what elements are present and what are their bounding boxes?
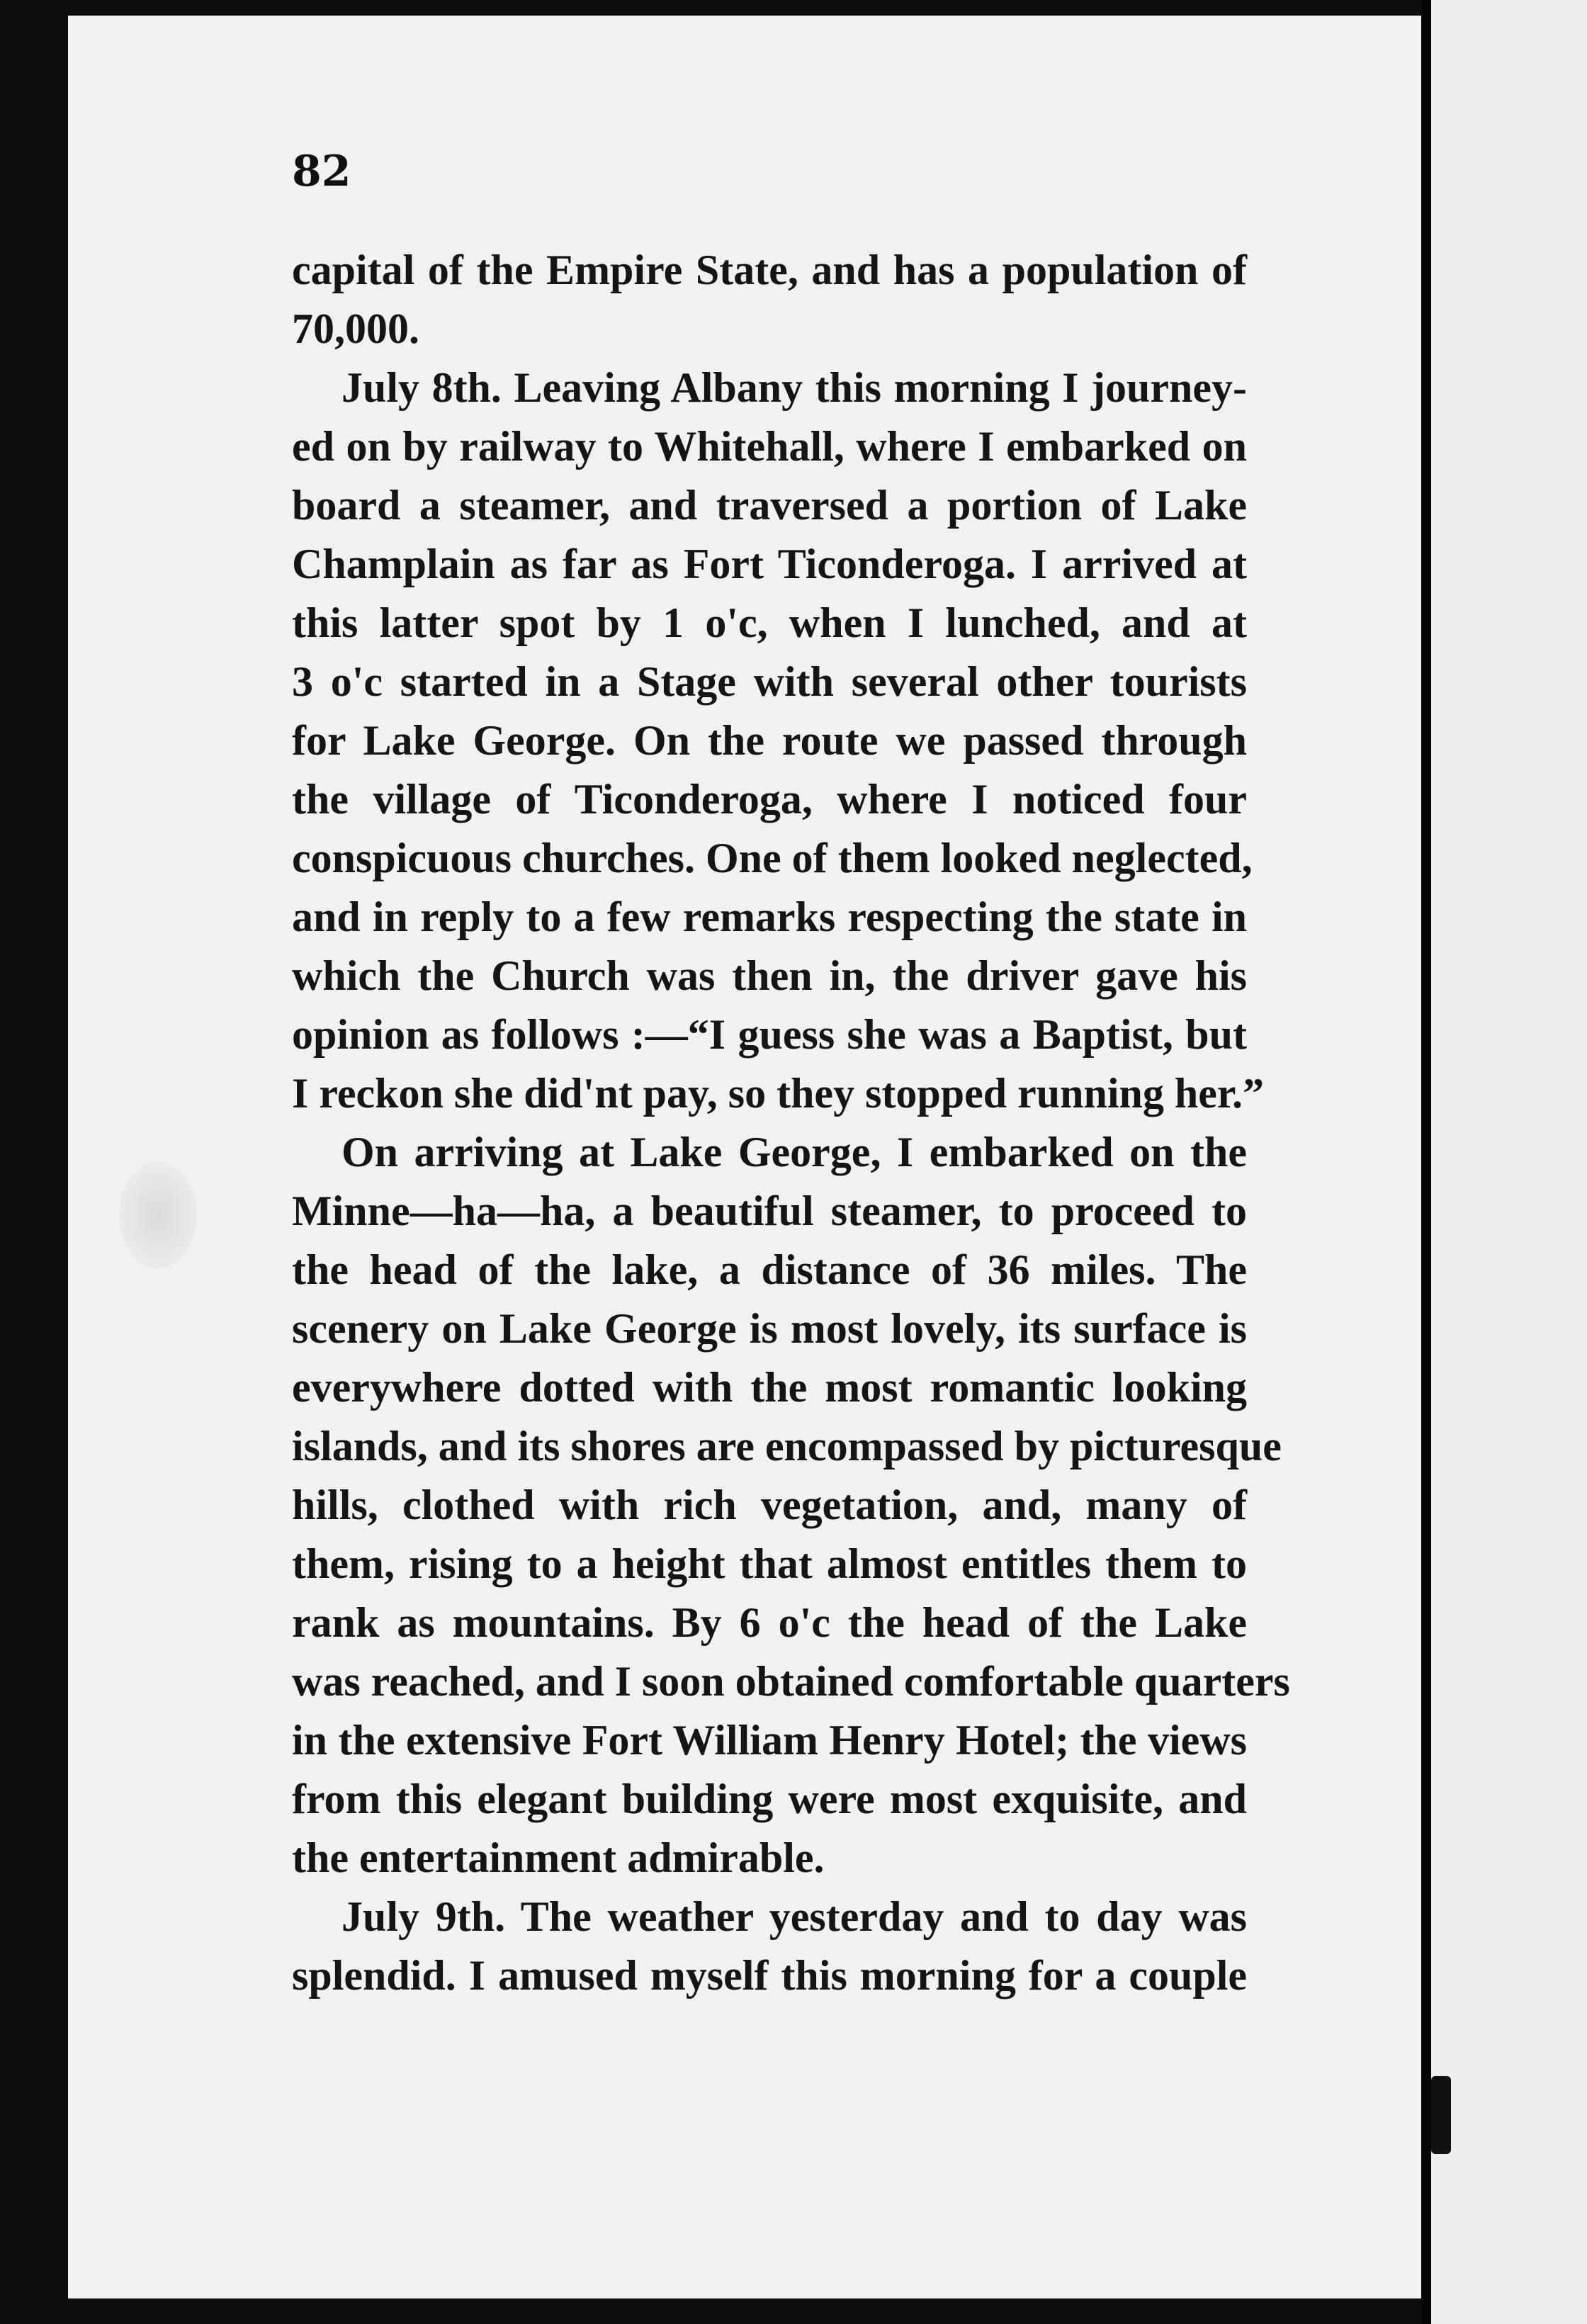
text-line: capital of the Empire State, and has a population of (292, 247, 1247, 293)
text-line: this latter spot by 1 o'c, when I lunched, and at (292, 599, 1247, 646)
text-line: and in reply to a few remarks respecting the state in (292, 893, 1247, 940)
text-line: islands, and its shores are encompassed by picturesque (292, 1423, 1282, 1470)
text-line: splendid. I amused myself this morning for a couple (292, 1952, 1247, 1999)
adjacent-page-strip (1431, 0, 1587, 2324)
text-line: Minne—ha—ha, a beautiful steamer, to proceed to (292, 1188, 1247, 1234)
text-line: the head of the lake, a distance of 36 miles. The (292, 1246, 1247, 1293)
scan-smudge (119, 1162, 197, 1268)
text-line: ed on by railway to Whitehall, where I embarked on (292, 423, 1247, 470)
text-line: July 9th. The weather yesterday and to day was (341, 1893, 1247, 1940)
page-number: 82 (292, 147, 351, 196)
text-line: for Lake George. On the route we passed through (292, 717, 1247, 764)
text-line: 3 o'c started in a Stage with several other tourists (292, 658, 1247, 705)
page-gutter-edge (1421, 0, 1431, 2324)
text-line: 70,000. (292, 305, 419, 352)
text-line: rank as mountains. By 6 o'c the head of the Lake (292, 1599, 1247, 1646)
text-line: everywhere dotted with the most romantic looking (292, 1364, 1247, 1411)
text-line: July 8th. Leaving Albany this morning I journey- (341, 364, 1247, 411)
text-line: from this elegant building were most exquisite, and (292, 1776, 1247, 1822)
text-line: was reached, and I soon obtained comfortable quarters (292, 1658, 1290, 1705)
text-line: scenery on Lake George is most lovely, its surface is (292, 1305, 1247, 1352)
text-line: the entertainment admirable. (292, 1834, 825, 1881)
text-line: hills, clothed with rich vegetation, and, many of (292, 1482, 1247, 1528)
text-line: board a steamer, and traversed a portion of Lake (292, 482, 1247, 529)
text-line: I reckon she did'nt pay, so they stopped running her.” (292, 1070, 1265, 1117)
text-line: opinion as follows :—“I guess she was a Baptist, but (292, 1011, 1247, 1058)
adjacent-page-mark (1431, 2076, 1451, 2154)
text-line: in the extensive Fort William Henry Hotel; the views (292, 1717, 1247, 1764)
text-line: Champlain as far as Fort Ticonderoga. I arrived at (292, 541, 1247, 587)
text-line: the village of Ticonderoga, where I noticed four (292, 776, 1247, 823)
text-line: On arriving at Lake George, I embarked on the (341, 1129, 1247, 1175)
text-line: them, rising to a height that almost entitles them to (292, 1540, 1247, 1587)
text-line: conspicuous churches. One of them looked neglected, (292, 835, 1253, 881)
text-line: which the Church was then in, the driver gave his (292, 952, 1247, 999)
body-text (292, 241, 1290, 2005)
